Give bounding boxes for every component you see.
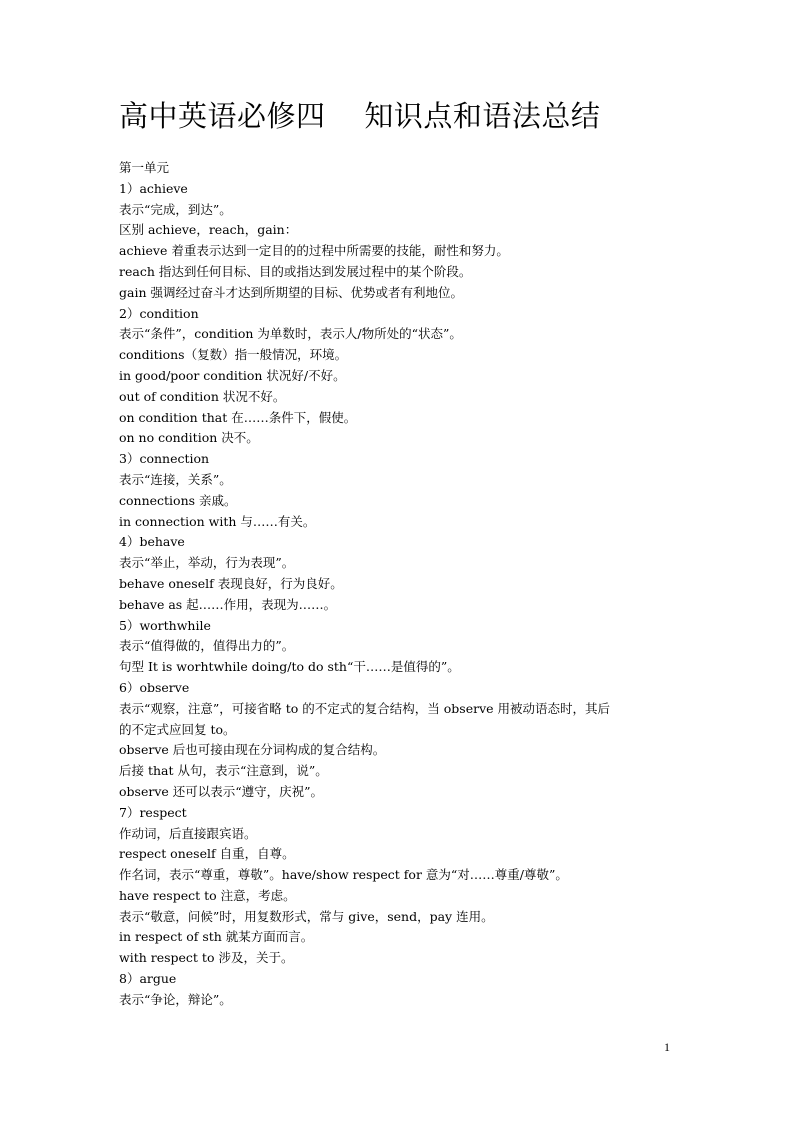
body-line: respect oneself 自重，自尊。: [119, 846, 295, 862]
body-line: 表示“举止，举动，行为表现”。: [119, 555, 295, 571]
body-line: observe 还可以表示“遵守，庆祝”。: [119, 783, 324, 799]
section-heading: 第一单元: [119, 160, 170, 175]
document-title: 高中英语必修四 知识点和语法总结: [119, 99, 601, 133]
body-line: reach 指达到任何目标、目的或指达到发展过程中的某个阶段。: [119, 263, 472, 279]
body-line: 句型 It is worhtwhile doing/to do sth“干……是值得的”。: [119, 659, 460, 675]
body-line: 的不定式应回复 to。: [119, 721, 236, 737]
body-line: behave as 起……作用，表现为……。: [119, 596, 337, 612]
body-line: on no condition 决不。: [119, 430, 259, 446]
body-line: 表示“连接，关系”。: [119, 471, 232, 487]
body-line: connections 亲戚。: [119, 492, 237, 508]
body-line: 后接 that 从句，表示“注意到，说”。: [119, 763, 328, 779]
body-line: gain 强调经过奋斗才达到所期望的目标、优势或者有利地位。: [119, 284, 463, 300]
body-line: achieve 着重表示达到一定目的的过程中所需要的技能，耐性和努力。: [119, 243, 509, 259]
item-heading-worthwhile: 5）worthwhile: [119, 617, 211, 633]
body-line: out of condition 状况不好。: [119, 388, 286, 404]
body-line: on condition that 在……条件下，假使。: [119, 409, 357, 425]
body-line: 表示“完成，到达”。: [119, 201, 232, 217]
body-line: observe 后也可接由现在分词构成的复合结构。: [119, 742, 386, 758]
item-heading-connection: 3）connection: [119, 451, 210, 467]
body-line: 区别 achieve，reach，gain：: [119, 222, 298, 238]
item-heading-condition: 2）condition: [119, 305, 199, 321]
body-line: in connection with 与……有关。: [119, 513, 316, 529]
item-heading-behave: 4）behave: [119, 534, 185, 550]
body-line: 表示“值得做的，值得出力的”。: [119, 638, 295, 654]
item-heading-respect: 7）respect: [119, 804, 187, 820]
body-line: in good/poor condition 状况好/不好。: [119, 367, 346, 383]
body-line: with respect to 涉及，关于。: [119, 950, 294, 966]
body-line: conditions（复数）指一般情况，环境。: [119, 347, 348, 363]
item-heading-achieve: 1）achieve: [119, 180, 188, 196]
body-line: in respect of sth 就某方面而言。: [119, 929, 314, 945]
body-line: 表示“争论，辩论”。: [119, 991, 232, 1007]
body-line: 作名词，表示“尊重，尊敬”。have/show respect for 意为“对……尊重/尊敬”。: [119, 867, 568, 883]
item-heading-argue: 8）argue: [119, 971, 177, 987]
body-line: 表示“观察，注意”，可接省略 to 的不定式的复合结构，当 observe 用被动语态时，其后: [119, 700, 610, 716]
body-line: 表示“条件”，condition 为单数时，表示人/物所处的“状态”。: [119, 326, 462, 342]
document-body: [119, 158, 667, 1011]
body-line: have respect to 注意，考虑。: [119, 887, 296, 903]
body-line: behave oneself 表现良好，行为良好。: [119, 575, 343, 591]
item-heading-observe: 6）observe: [119, 679, 190, 695]
body-line: 作动词，后直接跟宾语。: [119, 825, 257, 841]
body-line: 表示“敬意，问候”时，用复数形式，常与 give，send，pay 连用。: [119, 908, 494, 924]
page-number: 1: [664, 1040, 670, 1054]
